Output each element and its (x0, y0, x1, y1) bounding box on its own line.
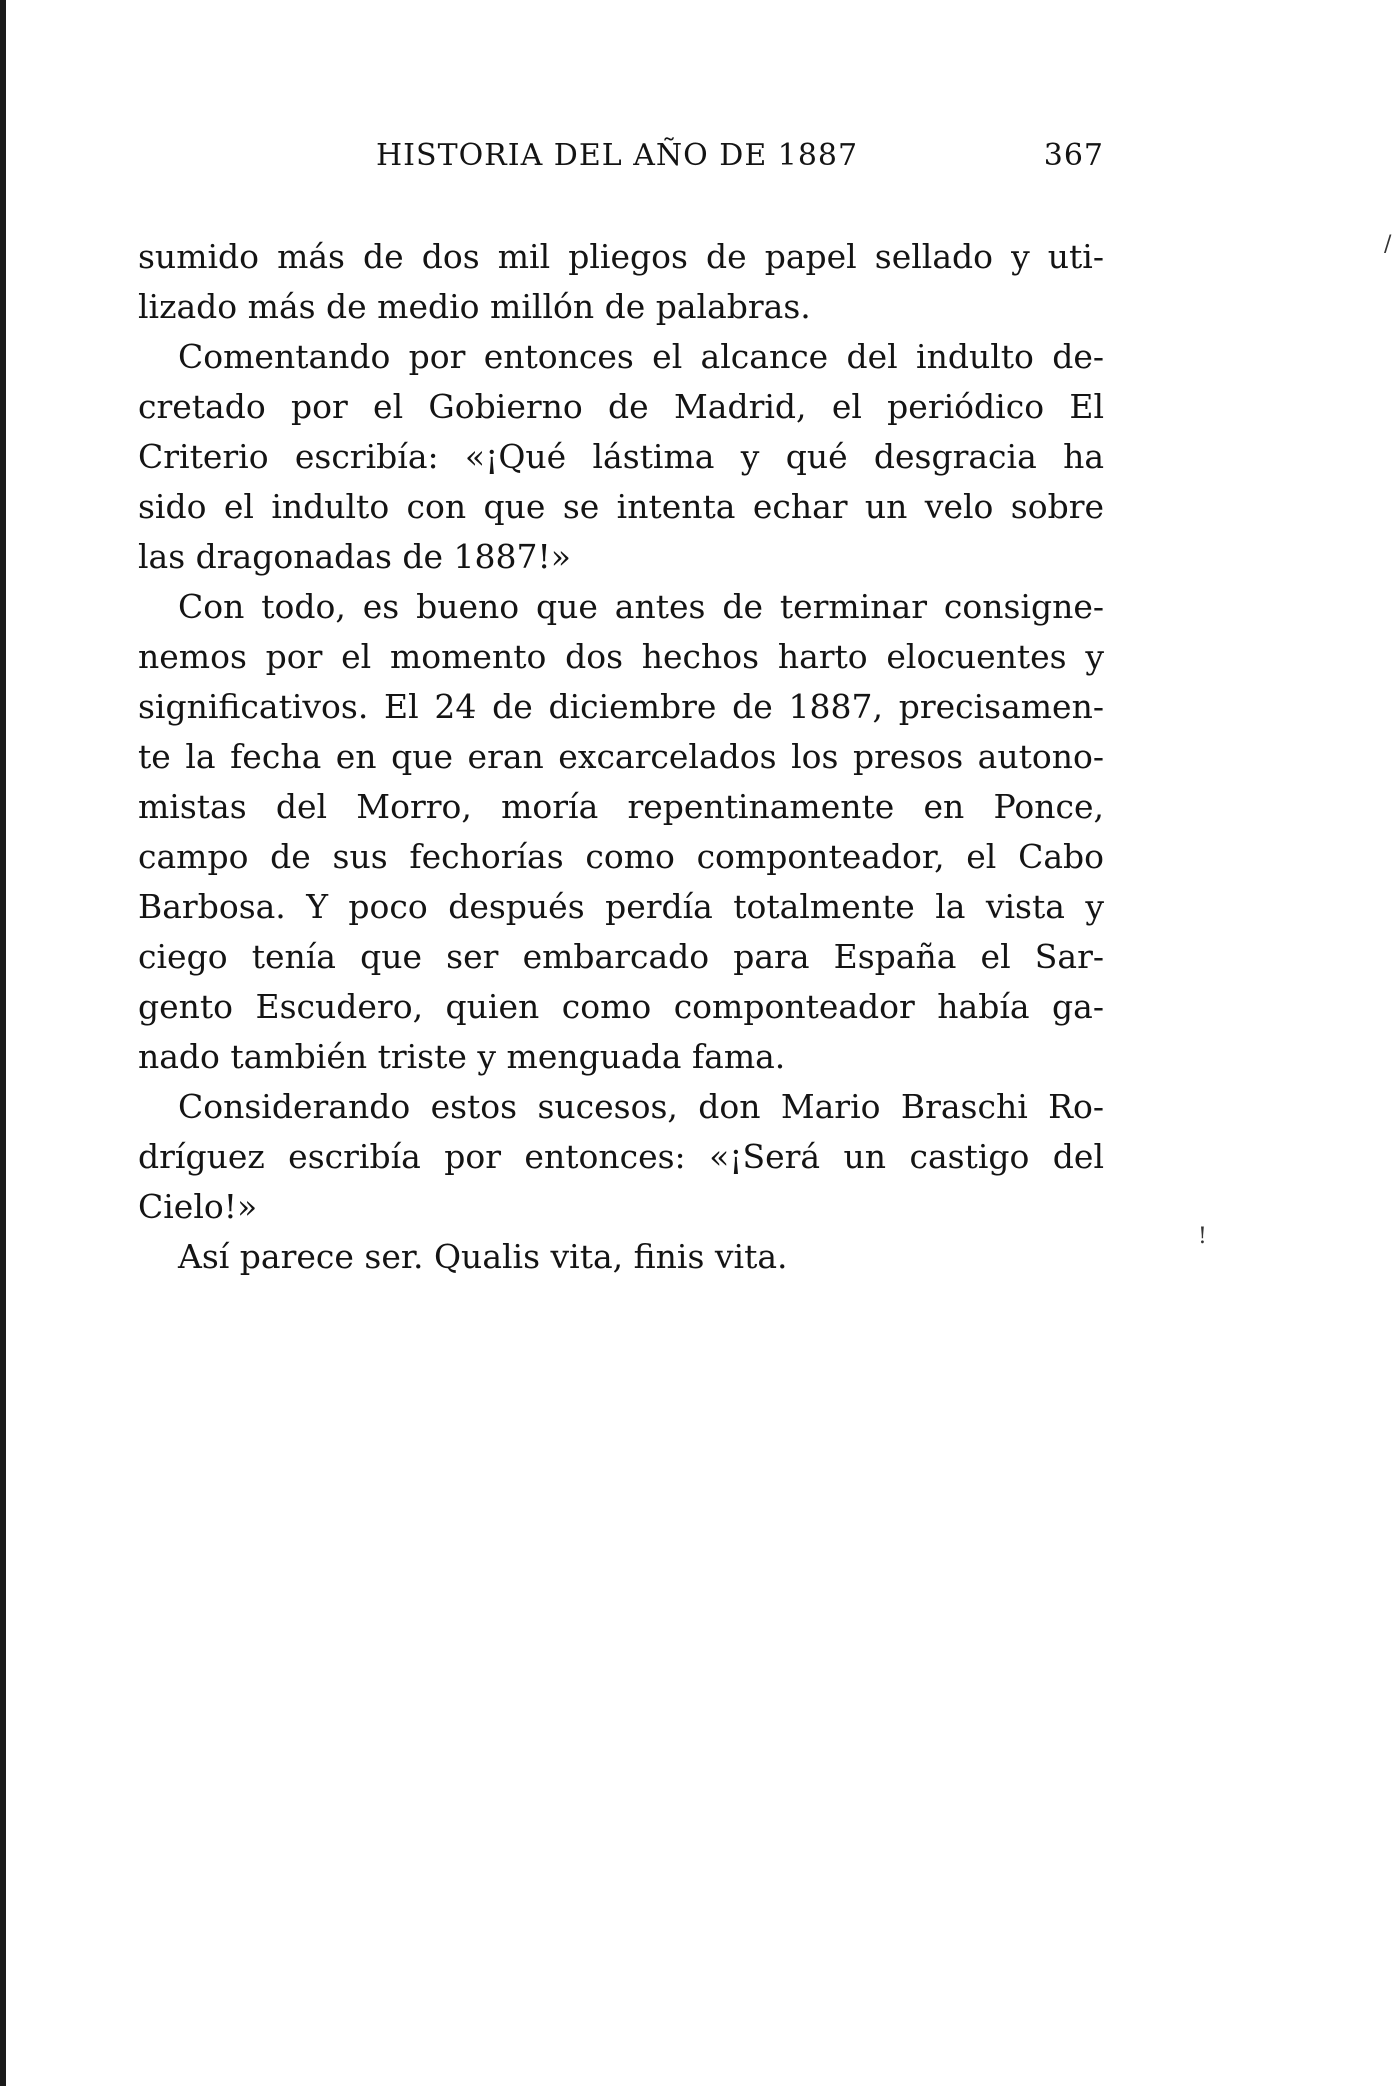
paragraph-4 (138, 1082, 1104, 1232)
text-line: Barbosa. Y poco después perdía totalmente la vista y (138, 887, 1104, 926)
text-line: Criterio escribía: «¡Qué lástima y qué desgracia ha (138, 437, 1104, 476)
text-line: Considerando estos sucesos, don Mario Braschi Ro- (178, 1087, 1104, 1126)
paragraph-5 (138, 1232, 1104, 1282)
text-line: sumido más de dos mil pliegos de papel sellado y uti- (138, 237, 1104, 276)
text-line: Con todo, es bueno que antes de terminar consigne- (178, 587, 1104, 626)
text-line: nemos por el momento dos hechos harto elocuentes y (138, 637, 1104, 676)
running-head: HISTORIA DEL AÑO DE 1887 (376, 138, 859, 173)
margin-mark-dot: ! (1198, 1224, 1207, 1249)
text-line: las dragonadas de 1887!» (138, 537, 571, 576)
paragraph-2 (138, 332, 1104, 582)
text-line: gento Escudero, quien como componteador había ga- (138, 987, 1104, 1026)
text-line: cretado por el Gobierno de Madrid, el periódico El (138, 387, 1104, 426)
text-line: lizado más de medio millón de palabras. (138, 287, 811, 326)
text-line: Cielo!» (138, 1187, 258, 1226)
margin-mark-slash: / (1384, 232, 1392, 257)
page-header (376, 138, 1104, 182)
binding-edge (0, 0, 6, 2086)
text-line: mistas del Morro, moría repentinamente en Ponce, (138, 787, 1104, 826)
text-line: dríguez escribía por entonces: «¡Será un castigo del (138, 1137, 1104, 1176)
text-line: sido el indulto con que se intenta echar un velo sobre (138, 487, 1104, 526)
page-number: 367 (1043, 138, 1104, 173)
text-line: te la fecha en que eran excarcelados los presos autono- (138, 737, 1104, 776)
paragraph-1 (138, 232, 1104, 332)
text-line: campo de sus fechorías como componteador, el Cabo (138, 837, 1104, 876)
text-line: nado también triste y menguada fama. (138, 1037, 786, 1076)
text-line: Comentando por entonces el alcance del indulto de- (178, 337, 1104, 376)
text-line: ciego tenía que ser embarcado para España el Sar- (138, 937, 1104, 976)
text-line: Así parece ser. Qualis vita, finis vita. (178, 1237, 788, 1276)
body-text (138, 232, 1104, 1282)
text-line: significativos. El 24 de diciembre de 1887, precisamen- (138, 687, 1104, 726)
paragraph-3 (138, 582, 1104, 1082)
